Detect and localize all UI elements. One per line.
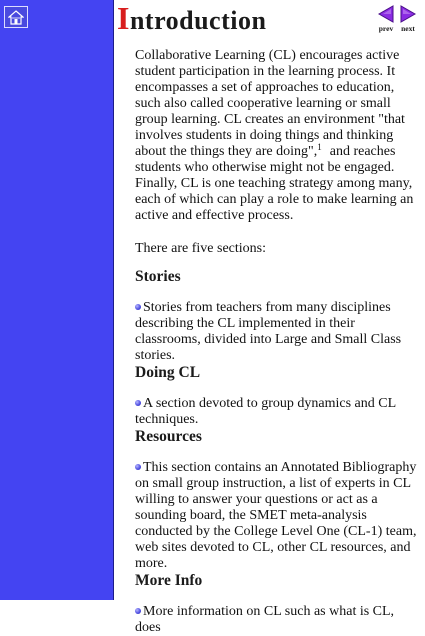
prev-button[interactable] <box>375 4 397 34</box>
home-button[interactable] <box>4 6 28 28</box>
next-button[interactable] <box>397 4 419 34</box>
main-content <box>135 48 423 636</box>
bullet-icon <box>135 400 141 406</box>
page-title <box>117 1 266 38</box>
section-heading-resources[interactable]: Resources <box>135 428 202 445</box>
section-heading-more-info[interactable]: More Info <box>135 572 203 589</box>
section-more-info <box>135 572 423 636</box>
item-text: Stories from teachers from many disciplines describing the CL implemented in their classrooms, divided into Large and Small Class stories. <box>135 300 402 363</box>
home-icon <box>8 10 24 25</box>
next-label: next <box>401 24 415 33</box>
sections-intro: There are five sections: <box>135 241 266 256</box>
section-doing-cl <box>135 364 423 428</box>
bullet-icon <box>135 304 141 310</box>
page-navigation <box>375 4 419 34</box>
item-text: This section contains an Annotated Bibliography on small group instruction, a list of experts in CL willing to answer your questions or act as a sounding board, the SMET meta-analysis conducted by the College Level One (CL-1) team, web sites devoted to CL, other CL resources, and more. <box>135 460 417 571</box>
prev-label: prev <box>378 24 394 33</box>
section-heading-doing-cl[interactable]: Doing CL <box>135 364 201 381</box>
footnote-link[interactable]: 1 <box>317 142 322 152</box>
bullet-icon <box>135 608 141 614</box>
intro-paragraph <box>135 48 423 224</box>
item-text: A section devoted to group dynamics and CL techniques. <box>135 396 396 427</box>
list-item <box>135 604 423 636</box>
list-item <box>135 460 423 572</box>
title-initial: I <box>117 0 130 36</box>
intro-text-continued: and reaches students who otherwise might not be engaged. Finally, CL is one teaching strategy among many, each of which can play a role to make learning an active and effective process. <box>135 144 414 223</box>
section-stories <box>135 268 423 364</box>
item-text: More information on CL such as what is CL, does <box>135 604 395 635</box>
title-text: ntroduction <box>129 6 267 35</box>
section-resources <box>135 428 423 572</box>
sidebar <box>0 0 114 600</box>
intro-text: Collaborative Learning (CL) encourages active student participation in the learning process. It encompasses a set of approaches to education, such also called cooperative learning or small group learning. CL creates an environment "that involves students in doing things and thinking about the things they are doing", <box>135 48 405 159</box>
section-heading-stories[interactable]: Stories <box>135 268 181 285</box>
list-item <box>135 396 423 428</box>
bullet-icon <box>135 464 141 470</box>
list-item <box>135 300 423 364</box>
